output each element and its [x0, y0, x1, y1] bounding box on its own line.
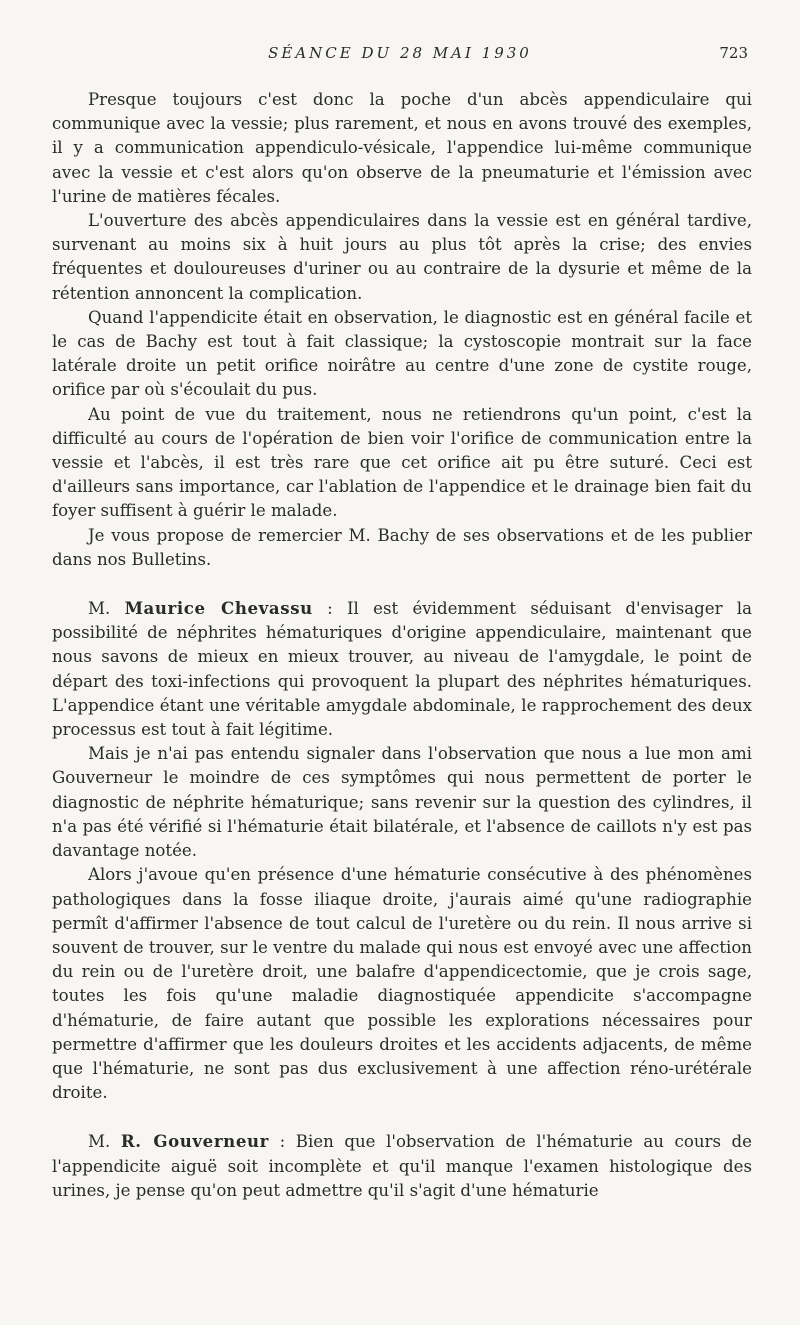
speaker-prefix: M. — [88, 1132, 111, 1152]
speaker-prefix: M. — [88, 599, 111, 619]
paragraph-diagnostic: Quand l'appendicite était en observation, le diagnostic est en général facile et le cas de Bachy est tout à fait classique; la cystoscopie montrait sur la face latérale droite un petit orifice noirâtre au centre d'une zone de cystite rouge, orifice par où s'écoulait du pus. — [52, 307, 752, 400]
paragraph-chevassu-radiographie: Alors j'avoue qu'en présence d'une hématurie consécutive à des phénomènes pathologiques dans la fosse iliaque droite, j'aurais aimé qu'une radiographie permît d'affirmer l'absence de tout calcul de l'uretère ou du rein. Il nous arrive si souvent de trouver, sur le ventre du malade qui nous est envoyé avec une affection du rein ou de l'uretère droit, une balafre d'appendicectomie, que je crois sage, toutes les fois qu'une maladie diagnostiquée appendicite s'accompagne d'hématurie, de faire autant que possible les explorations nécessaires pour permettre d'affirmer que les douleurs droites et les accidents adjacents, de même que l'hématurie, ne sont pas dus exclusivement à une affection réno-urétérale droite. — [52, 865, 752, 1103]
paragraph-ouverture-abces: L'ouverture des abcès appendiculaires dans la vessie est en général tardive, survenant au moins six à huit jours au plus tôt après la crise; des envies fréquentes et douloureuses d'uriner ou au contraire de la dysurie et même de la rétention annoncent la complication. — [52, 211, 752, 303]
paragraph-abces-appendiculaire: Presque toujours c'est donc la poche d'un abcès appendiculaire qui communique avec la vessie; plus rarement, et nous en avons trouvé des exemples, il y a communication appendiculo-vésicale, l'appendice lui-même communique avec la vessie et c'est alors qu'on observe de la pneumaturie et l'émission avec l'urine de matières fécales. — [52, 90, 752, 206]
page-body — [52, 88, 752, 1203]
paragraph-conclusion-rapport: Je vous propose de remercier M. Bachy de ses observations et de les publier dans nos Bulletins. — [52, 525, 752, 569]
page-number: 723 — [719, 44, 748, 62]
speaker-name-gouverneur: R. Gouverneur — [120, 1131, 269, 1152]
speaker-name-chevassu: Maurice Chevassu — [124, 598, 313, 619]
paragraph-chevassu-intervention — [52, 596, 752, 742]
speaker-text: : Bien que l'observation de l'hématurie au cours de l'appendicite aiguë soit incomplète et qu'il manque l'examen histologique des urines, je pense qu'on peut admettre qu'il s'agit d'une hématurie — [52, 1132, 752, 1200]
speaker-text: : Il est évidemment séduisant d'envisager la possibilité de néphrites hématuriques d'origine appendiculaire, maintenant que nous savons de mieux en mieux trouver, au niveau de l'amygdale, le point de départ des toxi-infections qui provoquent la plupart des néphrites hématuriques. L'appendice étant une véritable amygdale abdominale, le rapprochement des deux processus est tout à fait légitime. — [52, 599, 752, 740]
running-title: SÉANCE DU 28 MAI 1930 — [268, 44, 532, 62]
paragraph-traitement: Au point de vue du traitement, nous ne retiendrons qu'un point, c'est la difficulté au cours de l'opération de bien voir l'orifice de communication entre la vessie et l'abcès, il est très rare que cet orifice ait pu être suturé. Ceci est d'ailleurs sans importance, car l'ablation de l'appendice et le drainage bien fait du foyer suffisent à guérir le malade. — [52, 404, 752, 521]
paragraph-gouverneur-reponse — [52, 1129, 752, 1203]
page-header — [52, 44, 748, 68]
paragraph-chevassu-observation: Mais je n'ai pas entendu signaler dans l'observation que nous a lue mon ami Gouverneur le moindre de ces symptômes qui nous permettent de porter le diagnostic de néphrite hématurique; sans revenir sur la question des cylindres, il n'a pas été vérifié si l'hématurie était bilatérale, et l'absence de caillots n'y est pas davantage notée. — [52, 744, 752, 861]
section-gap — [52, 1105, 752, 1129]
section-gap — [52, 572, 752, 596]
